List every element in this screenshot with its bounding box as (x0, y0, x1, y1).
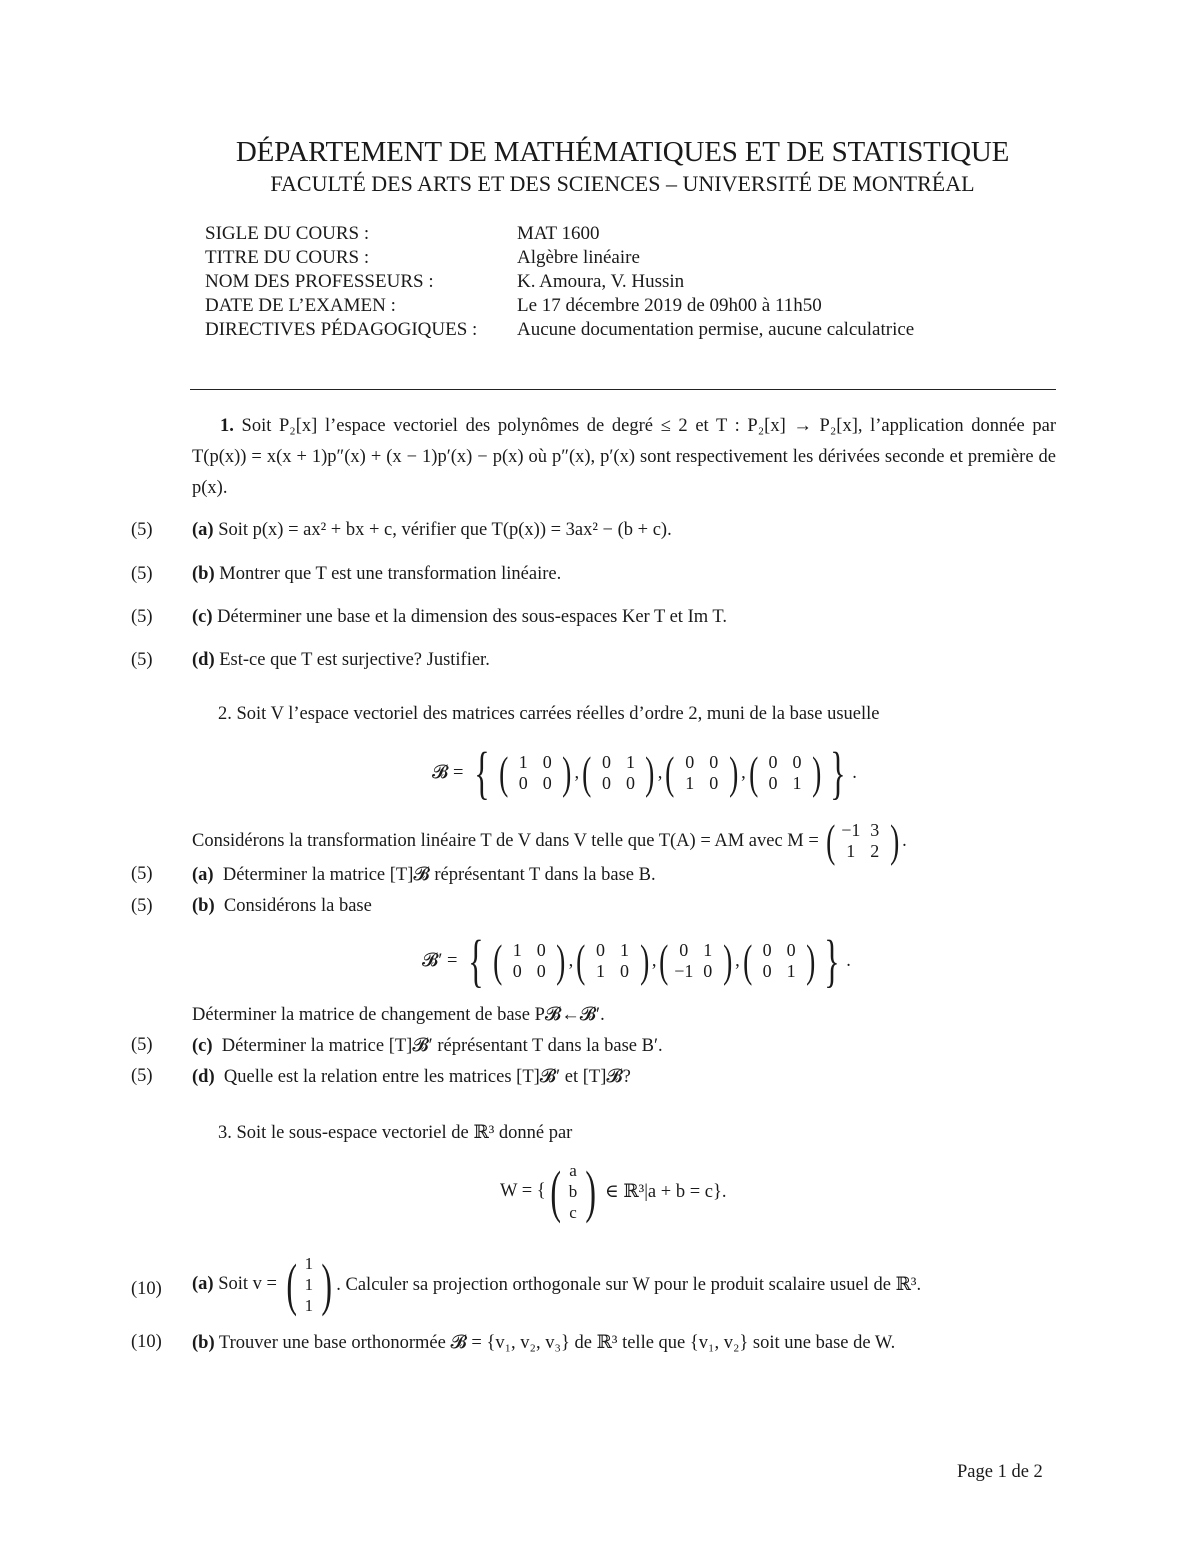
q2a: (a) Déterminer la matrice [T]𝓑 réprésentant T dans la base B. (192, 865, 656, 885)
q1-number: 1. (220, 416, 234, 436)
subspace-W: W = { ( a b c ) ∈ ℝ³|a + b = c}. (500, 1158, 727, 1224)
info-key: TITRE DU COURS : (205, 247, 370, 268)
info-row (205, 270, 914, 294)
matrix: ( 0 1 −1 0 ) (659, 935, 733, 986)
info-row (205, 222, 914, 246)
info-value: Algèbre linéaire (517, 247, 640, 268)
info-value: Le 17 décembre 2019 de 09h00 à 11h50 (517, 295, 822, 316)
info-value: MAT 1600 (517, 223, 600, 244)
q1b (192, 564, 561, 585)
info-key: DATE DE L’EXAMEN : (205, 295, 396, 316)
info-key: SIGLE DU COURS : (205, 223, 370, 244)
q3b-points: (10) (131, 1332, 162, 1352)
info-row (205, 318, 914, 342)
q1d-points: (5) (131, 650, 153, 670)
item-text: Montrer que T est une transformation linéaire. (219, 564, 562, 584)
item-label: (d) (192, 650, 215, 670)
q1c-points: (5) (131, 607, 153, 627)
q1c (192, 607, 727, 628)
info-key: DIRECTIVES PÉDAGOGIQUES : (205, 319, 478, 340)
info-row (205, 246, 914, 270)
item-label: (c) (192, 607, 213, 627)
basis-B-prime: 𝓑′ = { ( 1 0 0 0 ) , ( 0 1 1 0 ) , ( 0 1 −1 0 ) , ( 0 0 0 1 ) } . (422, 928, 851, 993)
q2d-points: (5) (131, 1066, 153, 1086)
q1b-points: (5) (131, 564, 153, 584)
matrix: ( 0 1 1 0 ) (576, 935, 649, 986)
matrix: ( 0 1 0 0 ) (582, 747, 655, 798)
q1-text: Soit P₂[x] l’espace vectoriel des polynômes de degré ≤ 2 et T : P₂[x] → P₂[x], l’application donnée par T(p(x)) = x(x + 1)p″(x) + (x − 1)p′(x) − p(x) où p″(x), p′(x) sont respectivement les dérivées seconde et première de p(x). (192, 416, 1056, 498)
q3-intro: 3. Soit le sous-espace vectoriel de ℝ³ donné par (218, 1123, 573, 1143)
q3a: (a) Soit v = ( 1 1 1 ) . Calculer sa projection orthogonale sur W pour le produit scalaire usuel de ℝ³. (192, 1251, 922, 1317)
q2a-points: (5) (131, 864, 153, 884)
q2c: (c) Déterminer la matrice [T]𝓑′ réprésentant T dans la base B′. (192, 1036, 663, 1056)
item-label: (a) (192, 520, 214, 540)
right-brace-icon: } (824, 928, 840, 993)
matrix: ( 0 0 0 1 ) (748, 747, 822, 798)
q2b: (b) Considérons la base (192, 896, 372, 916)
q2-intro: 2. Soit V l’espace vectoriel des matrices carrées réelles d’ordre 2, muni de la base usuelle (218, 704, 880, 724)
item-text: Déterminer une base et la dimension des sous-espaces Ker T et Im T. (217, 607, 727, 627)
item-label: (b) (192, 564, 215, 584)
matrix: ( 1 0 0 0 ) (492, 935, 566, 986)
change-of-basis-text: Déterminer la matrice de changement de base P𝓑←𝓑′. (192, 1005, 605, 1025)
faculty-title: FACULTÉ DES ARTS ET DES SCIENCES – UNIVERSITÉ DE MONTRÉAL (270, 171, 975, 196)
horizontal-divider (190, 389, 1056, 390)
transformation-text: Considérons la transformation linéaire T de V dans V telle que T(A) = AM avec M = (192, 830, 819, 851)
vector: ( a b c ) (550, 1158, 597, 1224)
department-title: DÉPARTEMENT DE MATHÉMATIQUES ET DE STATISTIQUE (235, 136, 1010, 168)
right-brace-icon: } (830, 740, 846, 805)
q2-transformation: Considérons la transformation linéaire T de V dans V telle que T(A) = AM avec M = ( −1 3 1 2 ) . (192, 815, 907, 866)
q2b-points: (5) (131, 896, 153, 916)
info-row (205, 294, 914, 318)
q3a-points: (10) (131, 1279, 162, 1299)
info-value: K. Amoura, V. Hussin (517, 271, 685, 292)
q1-intro (192, 411, 1056, 504)
matrix: ( 1 0 0 0 ) (498, 747, 572, 798)
matrix: ( 0 0 0 1 ) (742, 935, 816, 986)
q1d (192, 650, 490, 671)
item-text: Est-ce que T est surjective? Justifier. (219, 650, 490, 670)
course-info (205, 222, 914, 342)
q3b: (b) Trouver une base orthonormée 𝓑 = {v₁, v₂, v₃} de ℝ³ telle que {v₁, v₂} soit une base de W. (192, 1333, 896, 1353)
basis-label: 𝓑 = (432, 763, 464, 783)
matrix: ( 0 0 1 0 ) (665, 747, 739, 798)
page-number: Page 1 de 2 (957, 1462, 1043, 1482)
vector: ( 1 1 1 ) (285, 1251, 332, 1317)
item-text: Soit p(x) = ax² + bx + c, vérifier que T(p(x)) = 3ax² − (b + c). (218, 520, 672, 540)
q2c-points: (5) (131, 1035, 153, 1055)
matrix-M: ( −1 3 1 2 ) (826, 815, 900, 866)
q2d: (d) Quelle est la relation entre les matrices [T]𝓑′ et [T]𝓑? (192, 1067, 631, 1087)
left-brace-icon: { (468, 928, 484, 993)
basis-B: 𝓑 = { ( 1 0 0 0 ) , ( 0 1 0 0 ) , ( 0 0 1 0 ) , ( 0 0 0 1 ) } . (432, 740, 857, 805)
info-value: Aucune documentation permise, aucune calculatrice (517, 319, 915, 340)
left-brace-icon: { (474, 740, 490, 805)
basis-label: 𝓑′ = (422, 951, 458, 971)
q1a-points: (5) (131, 520, 153, 540)
q1a (192, 520, 672, 541)
info-key: NOM DES PROFESSEURS : (205, 271, 434, 292)
